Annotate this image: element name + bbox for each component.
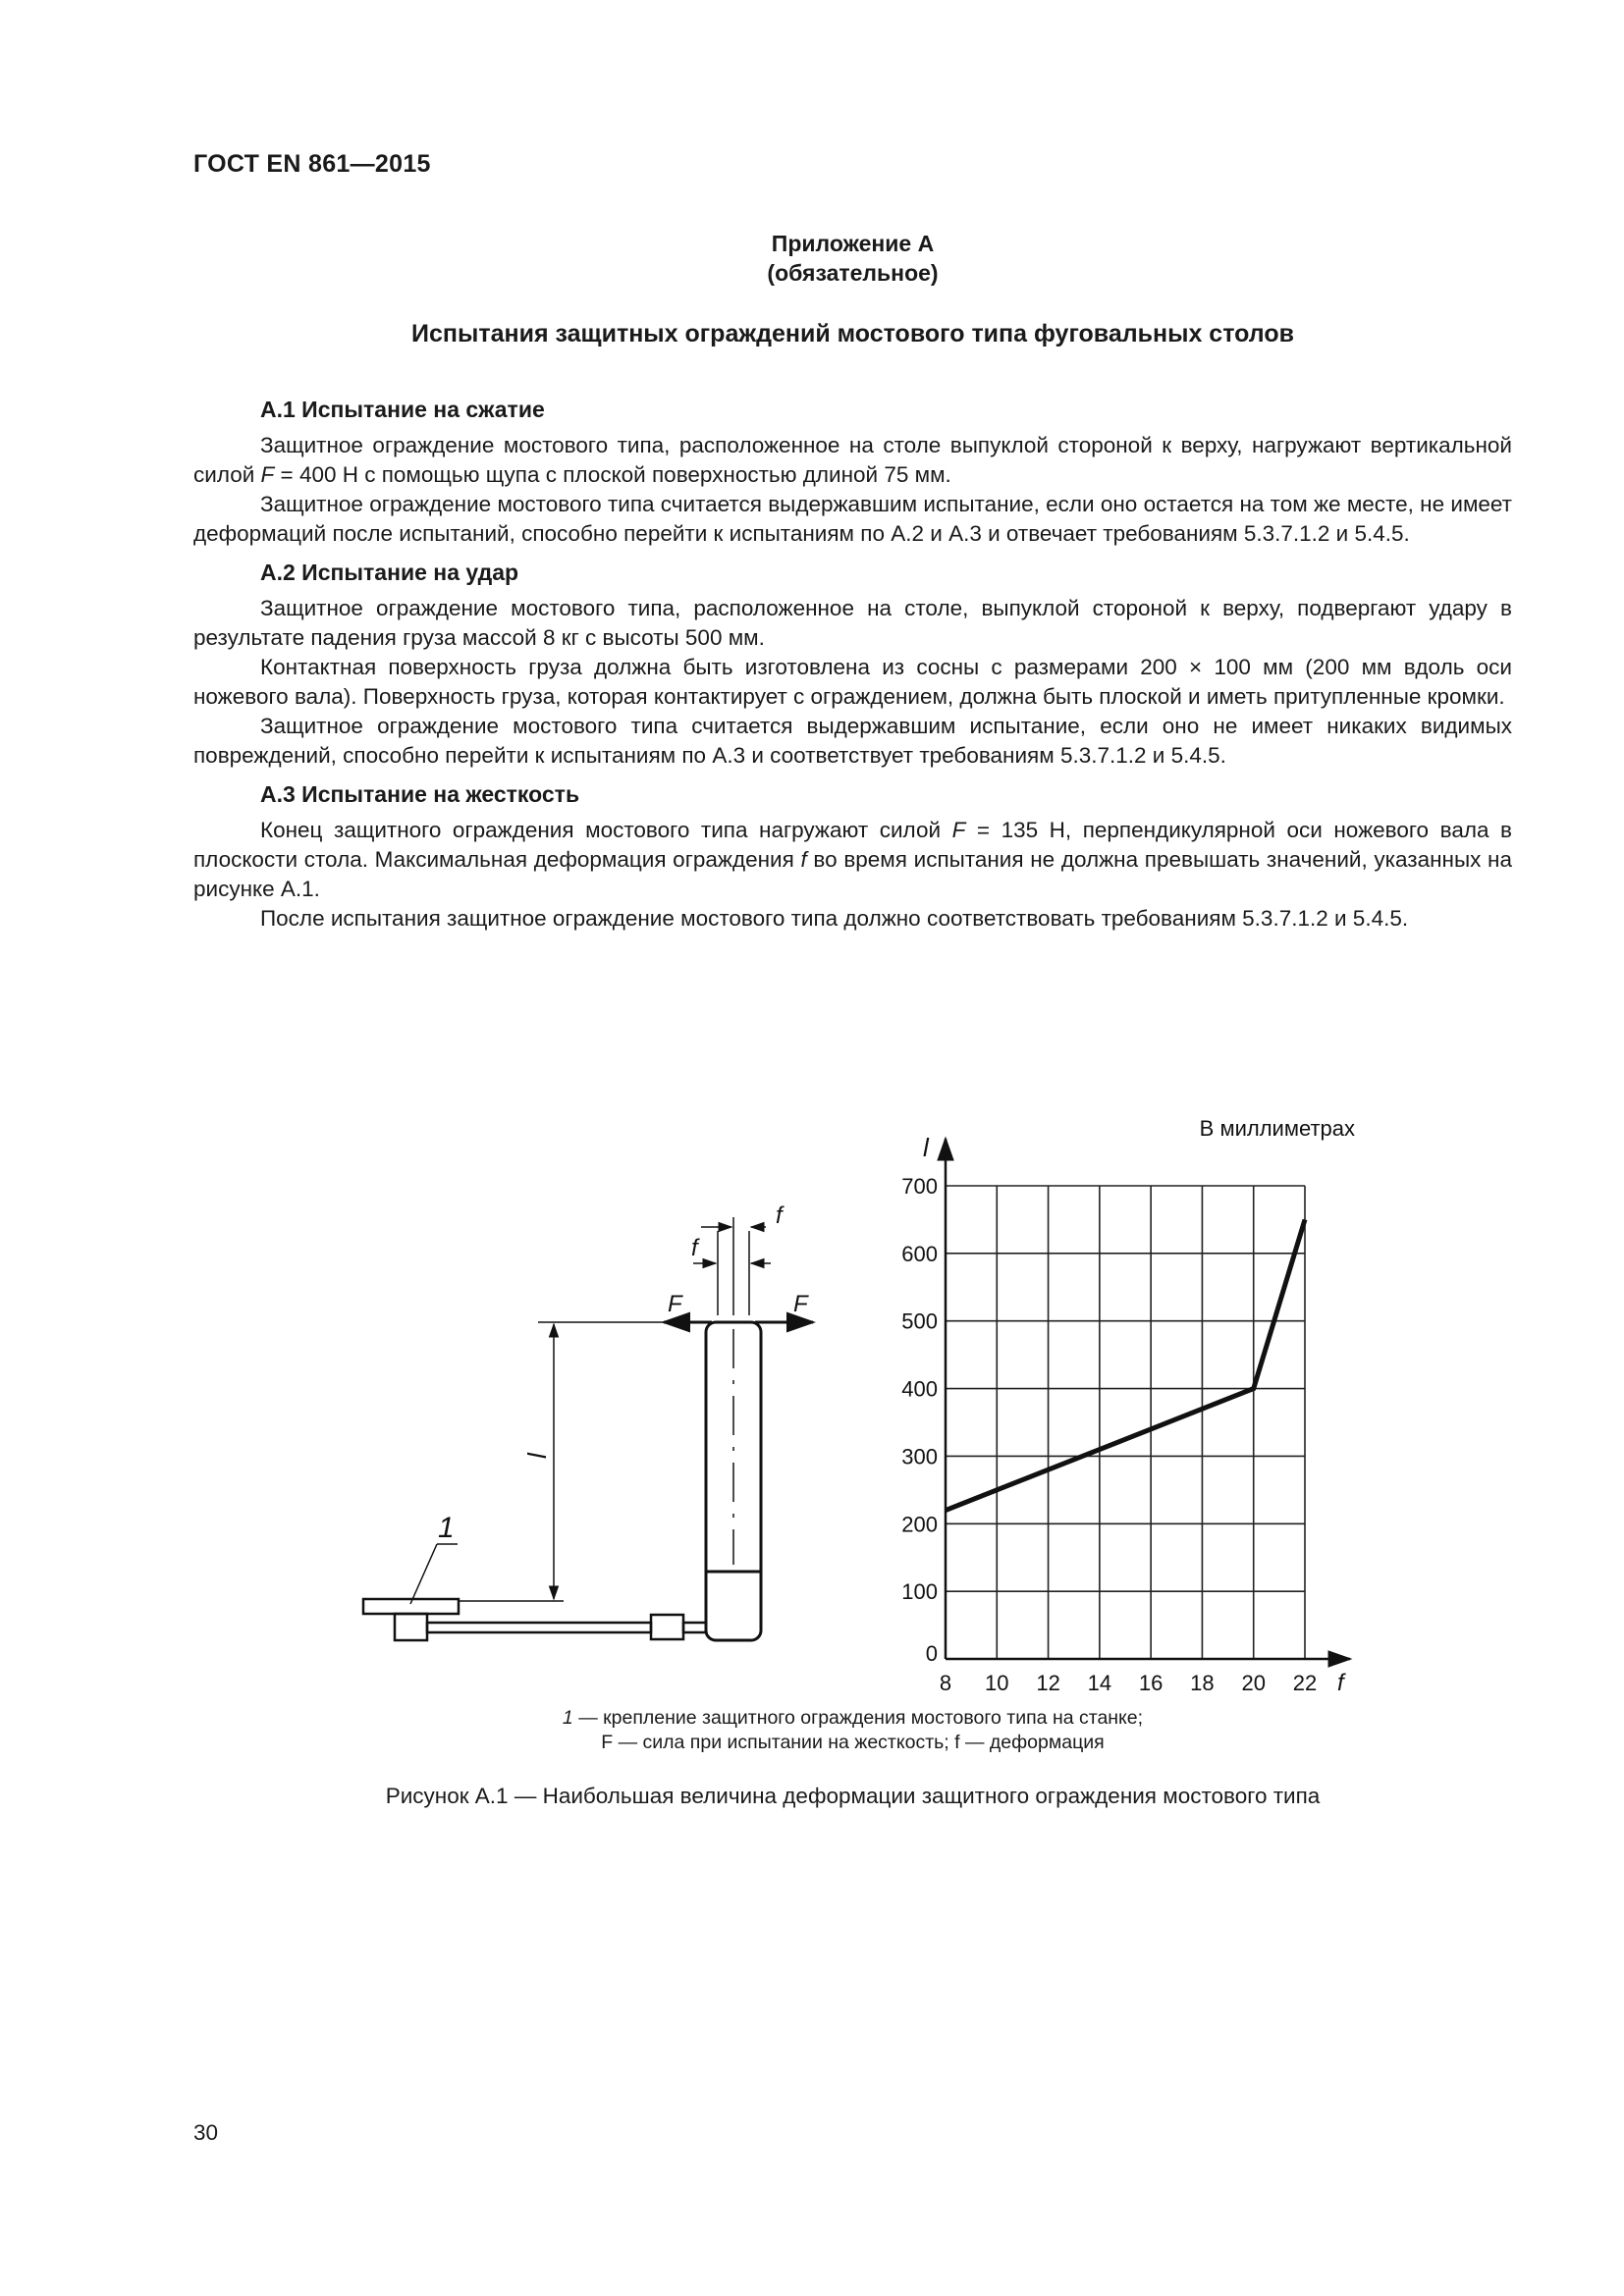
leader-line — [410, 1544, 437, 1604]
section-title: А.3 Испытание на жесткость — [260, 781, 580, 807]
paragraph: Защитное ограждение мостового типа, расположенное на столе выпуклой стороной к верху, нагружают вертикальной силой F = 400 Н с помощью щупа с плоской поверхностью длиной 75 мм. — [193, 433, 1512, 487]
guard-diagram — [363, 1217, 813, 1640]
guard-arm — [427, 1623, 651, 1632]
paragraph: Защитное ограждение мостового типа считается выдержавшим испытание, если оно остается на том же месте, не имеет деформаций после испытаний, способно перейти к испытаниям по А.2 и А.3 и отвечает требованиям 5.3.7.1.2 и 5.4.5. — [193, 492, 1512, 546]
page-number: 30 — [193, 2120, 219, 2145]
annex-heading: Испытания защитных ограждений мостового типа фуговальных столов — [411, 320, 1294, 347]
y-tick-label: 300 — [901, 1444, 938, 1469]
label-1: 1 — [438, 1512, 455, 1544]
section-title: А.1 Испытание на сжатие — [260, 397, 545, 422]
label-f-left: f — [691, 1235, 698, 1261]
y-axis-label: l — [923, 1133, 929, 1162]
x-tick-label: 20 — [1241, 1671, 1266, 1695]
x-axis-label: f — [1337, 1670, 1344, 1696]
annex-title: Приложение А — [771, 231, 935, 256]
label-l: l — [522, 1453, 552, 1459]
legend-line-2: F — сила при испытании на жесткость; f — деформация — [601, 1732, 1105, 1753]
paragraph: Защитное ограждение мостового типа, расположенное на столе, выпуклой стороной к верху, подвергают удару в результате падения груза массой 8 кг с высоты 500 мм. — [193, 596, 1512, 650]
y-tick-label: 700 — [901, 1174, 938, 1199]
y-tick-label: 100 — [901, 1579, 938, 1605]
label-f-top: f — [776, 1202, 783, 1229]
y-tick-label: 400 — [901, 1376, 938, 1402]
x-tick-label: 18 — [1190, 1671, 1215, 1695]
units-note: В миллиметрах — [1199, 1116, 1355, 1141]
diagram-labels — [438, 1202, 809, 1544]
y-tick-label: 500 — [901, 1308, 938, 1334]
figure-legend — [193, 1706, 1512, 1755]
figure-caption: Рисунок А.1 — Наибольшая величина деформации защитного ограждения мостового типа — [385, 1784, 1321, 1808]
mount-block — [395, 1614, 427, 1640]
y-tick-label: 600 — [901, 1241, 938, 1266]
legend-line-1: 1 — крепление защитного ограждения мостового типа на станке; — [562, 1707, 1144, 1729]
section-title: А.2 Испытание на удар — [260, 560, 519, 585]
paragraph: Конец защитного ограждения мостового типа нагружают силой F = 135 Н, перпендикулярной оси ножевого вала в плоскости стола. Максимальная деформация ограждения f во время испытания не должна превышать значений, указанных на рисунке А.1. — [193, 818, 1512, 901]
y-tick-label: 200 — [901, 1512, 938, 1537]
y-tick-label: 0 — [925, 1641, 938, 1666]
paragraph: Контактная поверхность груза должна быть изготовлена из сосны с размерами 200 × 100 мм (200 мм вдоль оси ножевого вала). Поверхность груза, которая контактирует с ограждением, должна быть плоской и иметь притупленные кромки. — [193, 655, 1512, 709]
document-code: ГОСТ EN 861—2015 — [193, 150, 431, 178]
arm-end — [683, 1623, 706, 1632]
paragraph: После испытания защитное ограждение мостового типа должно соответствовать требованиям 5.3.7.1.2 и 5.4.5. — [260, 906, 1409, 931]
annex-status: (обязательное) — [767, 260, 939, 286]
x-tick-label: 8 — [939, 1671, 952, 1695]
deformation-chart — [901, 1116, 1355, 1696]
arm-connector — [651, 1615, 683, 1639]
series-line — [946, 1219, 1305, 1510]
x-tick-label: 16 — [1138, 1671, 1164, 1695]
x-tick-label: 10 — [985, 1671, 1009, 1695]
label-force-left: F — [668, 1291, 682, 1317]
x-tick-label: 22 — [1292, 1671, 1318, 1695]
paragraph: Защитное ограждение мостового типа считается выдержавшим испытание, если оно не имеет никаких видимых повреждений, способно перейти к испытаниям по А.3 и соответствует требованиям 5.3.7.1.2 и 5.4.5. — [193, 714, 1512, 768]
x-tick-label: 12 — [1036, 1671, 1060, 1695]
x-tick-label: 14 — [1087, 1671, 1112, 1695]
label-force-right: F — [793, 1291, 808, 1317]
